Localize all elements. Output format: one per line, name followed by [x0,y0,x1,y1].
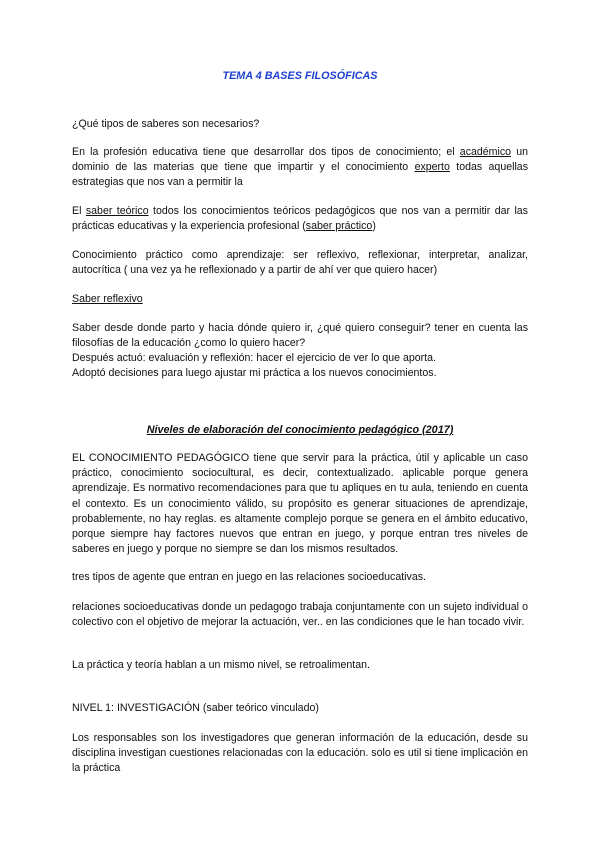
subheading-saber-reflexivo [72,292,528,307]
section-title-text: Niveles de elaboración del conocimiento pedagógico (2017) [146,424,454,436]
document-title: TEMA 4 BASES FILOSÓFICAS [222,70,378,82]
term-saber-teorico: saber teórico [85,205,149,217]
text: todos los conocimientos teóricos pedagógicos que nos van a permitir dar las prácticas educativas y la experiencia profesional ( [72,205,528,233]
paragraph-adopto: Adoptó decisiones para luego ajustar mi práctica a los nuevos conocimientos. [72,367,437,379]
text: En la profesión educativa tiene que desarrollar dos tipos de conocimiento; el [72,146,460,158]
paragraph-practica-teoria: La práctica y teoría hablan a un mismo nivel, se retroalimentan. [72,659,370,671]
subheading-text: Saber reflexivo [72,293,143,305]
paragraph-saber-desde: Saber desde donde parto y hacia dónde quiero ir, ¿qué quiero conseguir? tener en cuenta las filosofías de la educación ¿como lo quiero hacer? [72,322,528,350]
paragraph-conocimiento-practico: Conocimiento práctico como aprendizaje: ser reflexivo, reflexionar, interpretar, analizar, autocrítica ( una vez ya he reflexionado y a partir de ahí ver que quiero hacer) [72,249,528,277]
paragraph-agentes: tres tipos de agente que entran en juego en las relaciones socioeducativas. [72,571,426,583]
paragraph-relaciones: relaciones socioeducativas donde un pedagogo trabaja conjuntamente con un sujeto individual o colectivo con el objetivo de mejorar la actuación, ver.. en las condiciones que le han tocado vivir. [72,601,528,629]
term-academico: académico [459,146,512,158]
paragraph-responsables: Los responsables son los investigadores que generan información de la educación, desde su disciplina investigan cuestiones relacionadas con la educación. solo es util si tiene implicación en la práctica [72,732,528,775]
text: ) [372,220,376,233]
subheading-nivel-1: NIVEL 1: INVESTIGACIÓN (saber teórico vinculado) [72,702,319,714]
text: El [72,205,86,217]
question-heading: ¿Qué tipos de saberes son necesarios? [72,118,260,130]
paragraph-despues: Después actuó: evaluación y reflexión: hacer el ejercicio de ver lo que aporta. [72,352,436,364]
paragraph-conocimiento-pedagogico: EL CONOCIMIENTO PEDAGÓGICO tiene que servir para la práctica, útil y aplicable un caso práctico, conocimiento sociocultural, es decir, contextualizado. aplicable porque genera aprendizaje. Es normativo recomendaciones para que tu apliques en tu aula, teniendo en cuenta el contexto. Es un conocimiento válido, su propósito es generar situaciones de aprendizaje, probablemente, no hay reglas. es altamente complejo porque se genera en el ámbito educativo, porque siempre hay factores nuevos que entran en juego, y porque entran tres niveles de saberes en juego y porque no siempre se dan los mismos resultados. [72,452,528,556]
term-saber-practico: saber práctico [305,220,373,233]
paragraph-saber-teorico [72,204,528,234]
term-experto: experto [414,161,450,174]
section-title [72,424,528,436]
text: un dominio de las materias que tiene que impartir y el conocimiento [72,146,528,174]
paragraph-saberes [72,145,528,191]
text: todas aquellas estrategias que nos van a permitir la [72,161,528,189]
